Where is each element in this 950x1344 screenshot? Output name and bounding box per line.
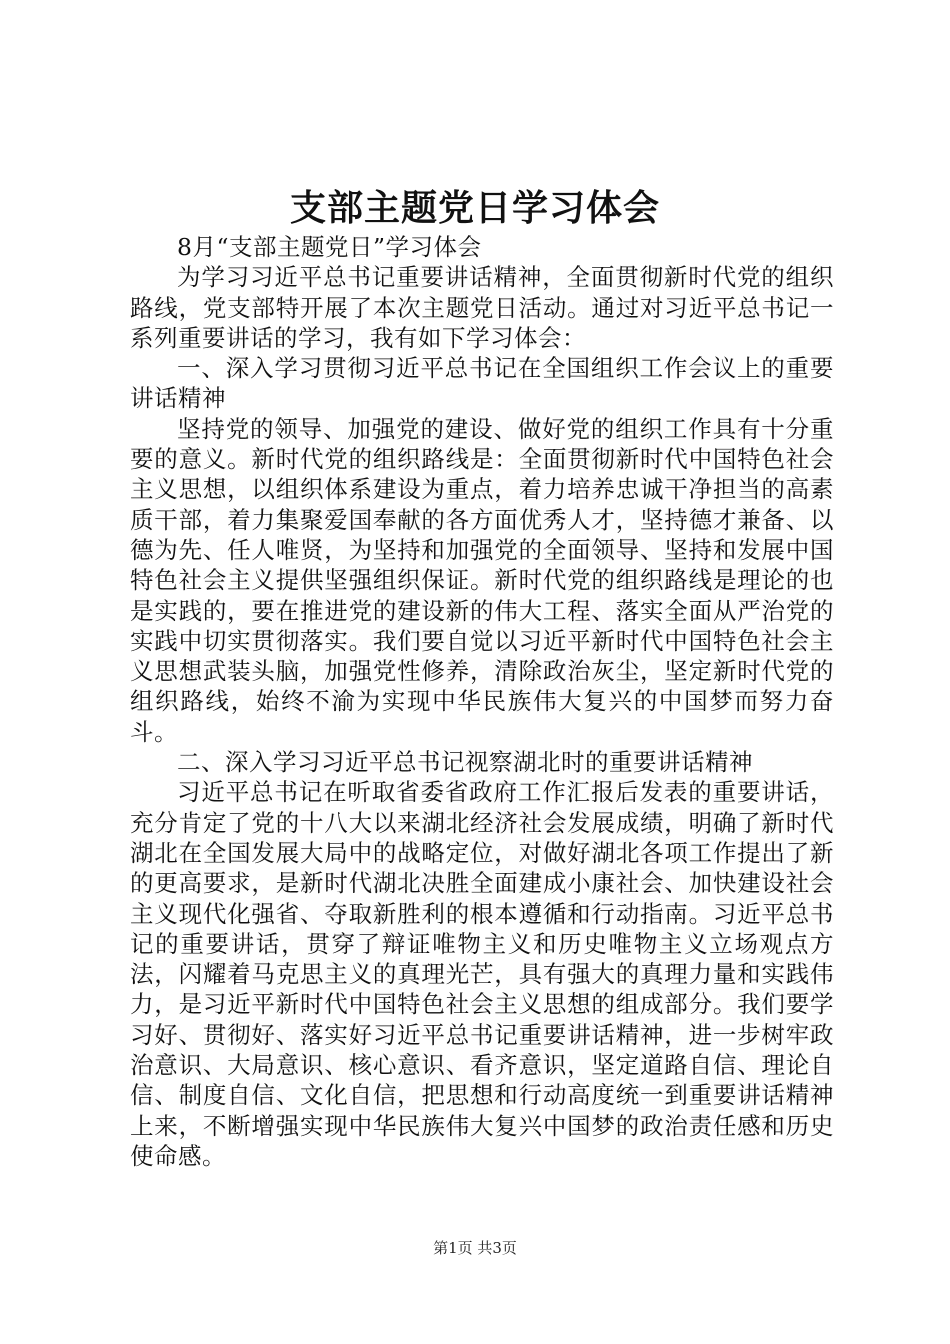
document-title: 支部主题党日学习体会 (289, 187, 660, 229)
section-heading-1: 一、深入学习贯彻习近平总书记在全国组织工作会议上的重要讲话精神 (130, 354, 834, 413)
page-footer: 第1页 共3页 (433, 1239, 517, 1257)
intro-paragraph: 为学习习近平总书记重要讲话精神，全面贯彻新时代党的组织路线，党支部特开展了本次主题党日活动。通过对习近平总书记一系列重要讲话的学习，我有如下学习体会： (130, 263, 834, 352)
section-body-1: 坚持党的领导、加强党的建设、做好党的组织工作具有十分重要的意义。新时代党的组织路线是：全面贯彻新时代中国特色社会主义思想，以组织体系建设为重点，着力培养忠诚干净担当的高素质干部，着力集聚爱国奉献的各方面优秀人才，坚持德才兼备、以德为先、任人唯贤，为坚持和加强党的全面领导、坚持和发展中国特色社会主义提供坚强组织保证。新时代党的组织路线是理论的也是实践的，要在推进党的建设新的伟大工程、落实全面从严治党的实践中切实贯彻落实。我们要自觉以习近平新时代中国特色社会主义思想武装头脑，加强党性修养，清除政治灰尘，坚定新时代党的组织路线，始终不渝为实现中华民族伟大复兴的中国梦而努力奋斗。 (130, 414, 834, 746)
section-heading-2: 二、深入学习习近平总书记视察湖北时的重要讲话精神 (177, 748, 753, 777)
section-body-2: 习近平总书记在听取省委省政府工作汇报后发表的重要讲话，充分肯定了党的十八大以来湖北经济社会发展成绩，明确了新时代湖北在全国发展大局中的战略定位，对做好湖北各项工作提出了新的更高要求，是新时代湖北决胜全面建成小康社会、加快建设社会主义现代化强省、夺取新胜利的根本遵循和行动指南。习近平总书记的重要讲话，贯穿了辩证唯物主义和历史唯物主义立场观点方法，闪耀着马克思主义的真理光芒，具有强大的真理力量和实践伟力，是习近平新时代中国特色社会主义思想的组成部分。我们要学习好、贯彻好、落实好习近平总书记重要讲话精神，进一步树牢政治意识、大局意识、核心意识、看齐意识，坚定道路自信、理论自信、制度自信、文化自信，把思想和行动高度统一到重要讲话精神上来，不断增强实现中华民族伟大复兴中国梦的政治责任感和历史使命感。 (130, 778, 834, 1170)
document-body (130, 232, 834, 1171)
subtitle-paragraph: 8月“支部主题党日”学习体会 (177, 233, 482, 261)
